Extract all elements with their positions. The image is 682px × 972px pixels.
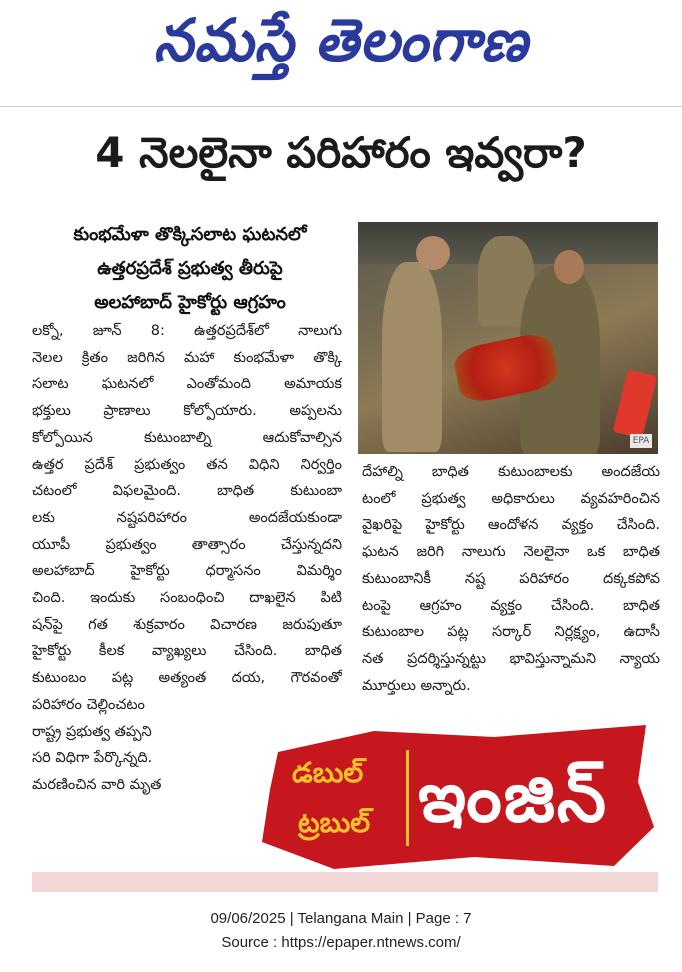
body-line: మూర్తులు అన్నారు.: [362, 677, 471, 694]
body-line: అలహాబాద్ హైకోర్టు ధర్మాసనం విమర్శిం: [32, 563, 342, 580]
body-line: కుటుంబం పట్ల అత్యంత దయ, గౌరవంతో: [32, 670, 342, 687]
article-body-col2: [362, 459, 660, 699]
body-line: కుటుంబానికీ నష్ట పరిహారం దక్కకపోవ: [362, 570, 660, 587]
body-line: ఘటన జరిగి నాలుగు నెలలైనా ఒక బాధిత: [362, 544, 660, 561]
headline: 4 నెలలైనా పరిహారం ఇవ్వరా?: [95, 128, 587, 177]
body-line: లక్నో, జూన్ 8: ఉత్తరప్రదేశ్‌లో నాలుగు: [32, 323, 342, 339]
footer-source: Source : https://epaper.ntnews.com/: [221, 934, 461, 951]
promo-big-text: ఇంజిన్: [418, 756, 609, 838]
body-line: సలాట ఘటనలో ఎంతోమంది అమాయక: [32, 376, 342, 393]
body-line: పరిహారం చెల్లించటం: [32, 696, 145, 713]
body-line: చటంలో విఫలమైంది. బాధిత కుటుంబా: [32, 483, 342, 500]
body-line: టంపై ఆగ్రహం వ్యక్తం చేసింది. బాధిత: [362, 597, 660, 614]
body-line: లకు నష్టపరిహారం అందజేయకుండా: [32, 509, 342, 526]
promo-divider: [406, 750, 409, 846]
promo-banner: [238, 722, 656, 872]
masthead-title: నమస్తే తెలంగాణ: [153, 6, 529, 75]
masthead: [0, 0, 682, 96]
photo-credit-logo: EPA: [630, 434, 652, 448]
body-line: కుటుంబాల పట్ల సర్కార్ నిర్లక్ష్యం, ఉదాసీ: [362, 624, 660, 641]
body-line: టంలో ప్రభుత్వ అధికారులు వ్యవహరించిన: [362, 490, 660, 507]
promo-line1: డబుల్: [292, 756, 364, 789]
body-line: భక్తులు ప్రాణాలు కోల్పోయారు. అప్పలను: [32, 403, 342, 420]
body-line: నెలల క్రితం జరిగిన మహా కుంభమేళా తొక్కి: [32, 349, 342, 366]
body-line: సరి విధిగా పేర్కొన్నది.: [32, 750, 153, 767]
body-line: వైఖరిపై హైకోర్టు ఆందోళన వ్యక్తం చేసింది.: [362, 517, 660, 534]
deck-line: ఉత్తరప్రదేశ్ ప్రభుత్వ తీరుపై: [97, 258, 283, 279]
deck: [30, 218, 350, 320]
deck-line: అలహాబాద్ హైకోర్టు ఆగ్రహం: [94, 292, 286, 313]
promo-line2: ట్రబుల్: [298, 806, 371, 839]
body-line: నత ప్రదర్శిస్తున్నట్టు భావిస్తున్నామని న్యాయ: [362, 650, 660, 667]
deck-line: కుంభమేళా తొక్కిసలాట ఘటనలో: [73, 224, 307, 245]
news-photo: [358, 222, 658, 454]
body-line: షన్‌పై గత శుక్రవారం విచారణ జరుపుతూ: [32, 616, 342, 633]
body-line: దేహాల్ని బాధిత కుటుంబాలకు అందజేయ: [362, 464, 660, 480]
body-line: ఉత్తర ప్రదేశ్ ప్రభుత్వం తన విధిని నిర్వర్తిం: [32, 456, 342, 473]
body-line: కోల్పోయిన కుటుంబాల్ని ఆదుకోవాల్సిన: [32, 429, 342, 446]
body-line: రాష్ట్ర ప్రభుత్వ తప్పని: [32, 723, 152, 740]
footer-info: 09/06/2025 | Telangana Main | Page : 7: [210, 910, 472, 927]
body-line: హైకోర్టు కీలక వ్యాఖ్యలు చేసింది. బాధిత: [32, 643, 342, 660]
divider: [0, 106, 682, 107]
body-line: చింది. ఇందుకు సంబంధించి దాఖలైన పిటి: [32, 590, 342, 607]
body-line: మరణించిన వారి మృత: [32, 776, 162, 793]
footer-band: [32, 872, 658, 892]
body-line: యూపీ ప్రభుత్వం తాత్సారం చేస్తున్నదని: [32, 536, 342, 553]
